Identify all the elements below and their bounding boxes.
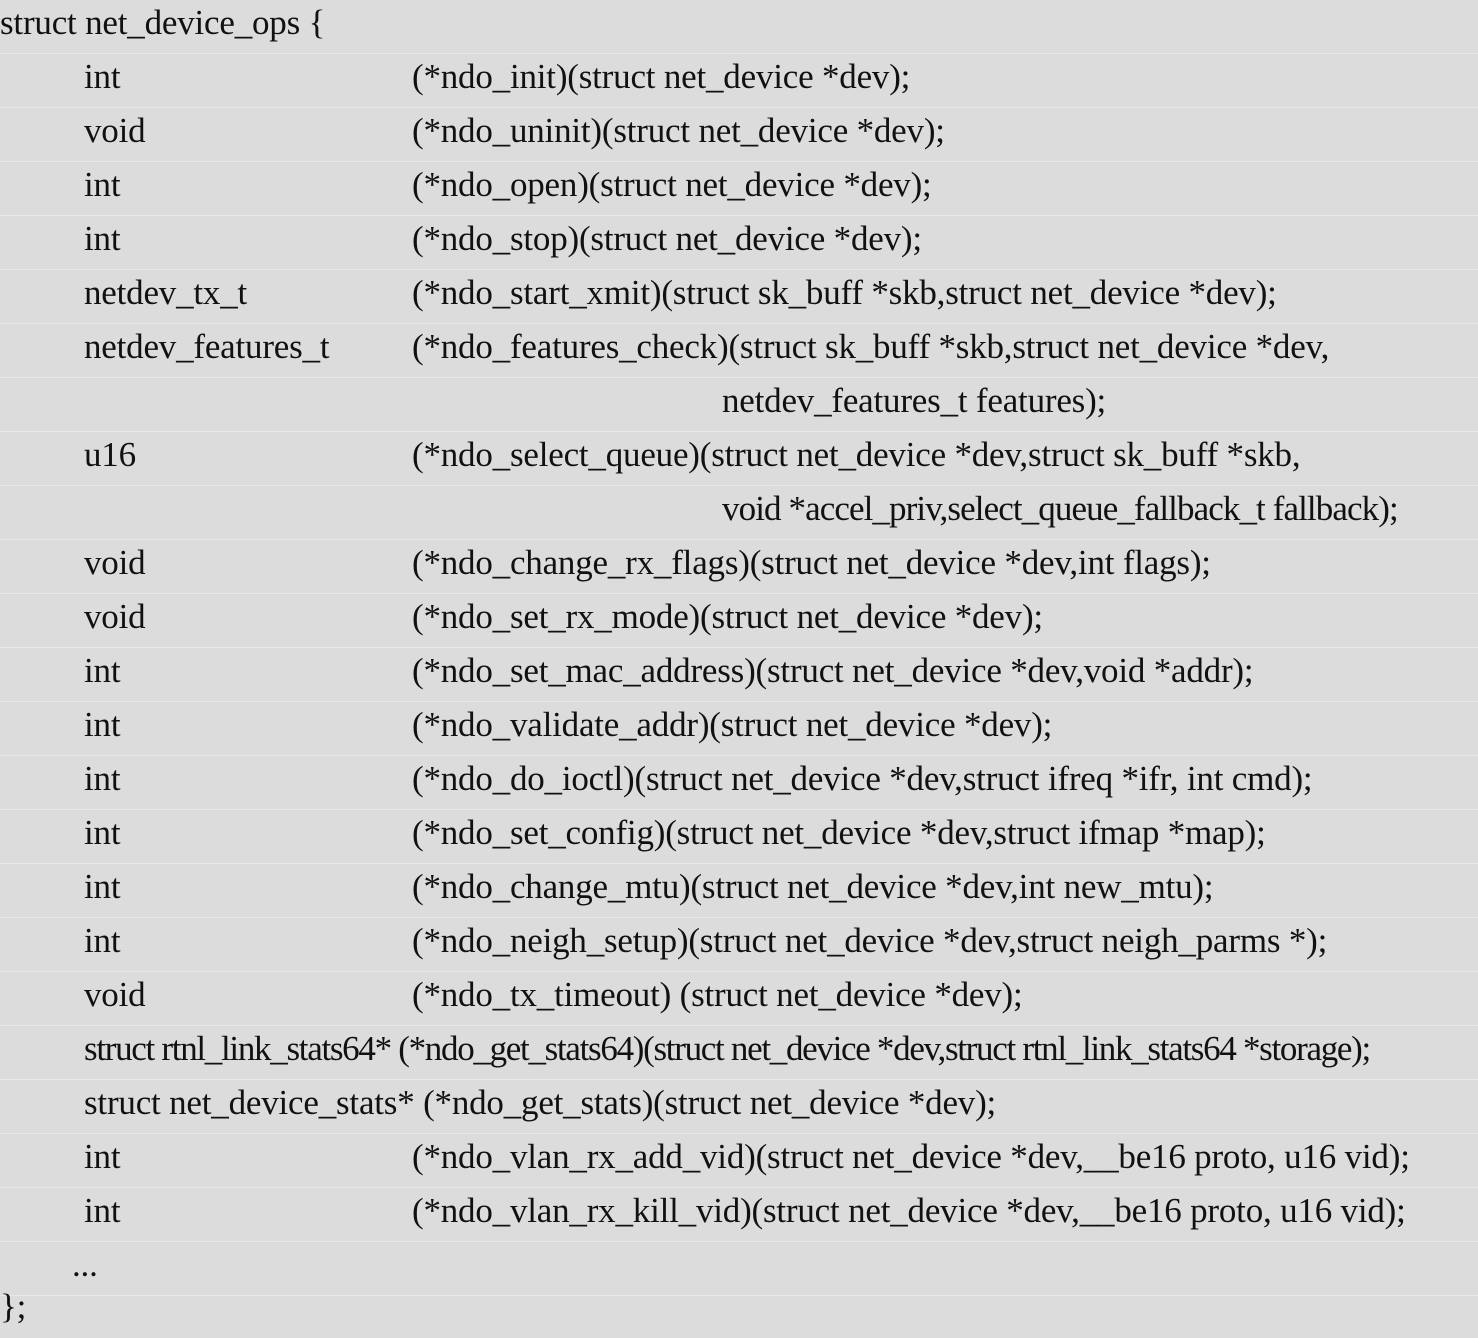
full-member-line [0, 1080, 1478, 1134]
struct-header: struct net_device_ops { [0, 3, 326, 42]
member-type: int [84, 705, 121, 744]
member-full-decl: struct rtnl_link_stats64* (*ndo_get_stats64)(struct net_device *dev,struct rtnl_link_stats64 *storage); [84, 1029, 1370, 1068]
member-line [0, 972, 1478, 1026]
member-line [0, 702, 1478, 756]
struct-header-line [0, 0, 1478, 54]
member-type: int [84, 921, 121, 960]
member-line [0, 162, 1478, 216]
member-decl: (*ndo_change_rx_flags)(struct net_device *dev,int flags); [412, 543, 1211, 582]
member-line [0, 918, 1478, 972]
member-type: int [84, 219, 121, 258]
member-type: void [84, 111, 146, 150]
member-decl: (*ndo_do_ioctl)(struct net_device *dev,struct ifreq *ifr, int cmd); [412, 759, 1313, 798]
member-decl: (*ndo_set_config)(struct net_device *dev,struct ifmap *map); [412, 813, 1266, 852]
ellipsis: ... [72, 1245, 98, 1284]
member-type: int [84, 57, 121, 96]
member-line [0, 432, 1478, 486]
member-type: int [84, 813, 121, 852]
member-type: void [84, 597, 146, 636]
member-type: netdev_tx_t [84, 273, 248, 312]
continuation-line [0, 486, 1478, 540]
member-decl: (*ndo_open)(struct net_device *dev); [412, 165, 932, 204]
struct-footer-line [0, 1280, 1478, 1334]
member-decl: (*ndo_set_mac_address)(struct net_device *dev,void *addr); [412, 651, 1254, 690]
member-full-decl: struct net_device_stats* (*ndo_get_stats)(struct net_device *dev); [84, 1083, 997, 1122]
member-decl: (*ndo_uninit)(struct net_device *dev); [412, 111, 945, 150]
member-decl: (*ndo_set_rx_mode)(struct net_device *dev); [412, 597, 1043, 636]
member-decl: (*ndo_start_xmit)(struct sk_buff *skb,struct net_device *dev); [412, 273, 1277, 312]
member-line [0, 648, 1478, 702]
member-decl: (*ndo_tx_timeout) (struct net_device *dev); [412, 975, 1023, 1014]
member-line [0, 864, 1478, 918]
full-member-line [0, 1026, 1478, 1080]
member-decl: (*ndo_neigh_setup)(struct net_device *dev,struct neigh_parms *); [412, 921, 1328, 960]
member-decl-continuation: void *accel_priv,select_queue_fallback_t fallback); [722, 489, 1398, 528]
member-decl: (*ndo_vlan_rx_kill_vid)(struct net_device *dev,__be16 proto, u16 vid); [412, 1191, 1406, 1230]
member-type: netdev_features_t [84, 327, 330, 366]
member-decl: (*ndo_select_queue)(struct net_device *dev,struct sk_buff *skb, [412, 435, 1301, 474]
member-line [0, 270, 1478, 324]
struct-footer: }; [0, 1287, 27, 1326]
member-type: void [84, 975, 146, 1014]
member-type: int [84, 165, 121, 204]
member-line [0, 540, 1478, 594]
member-line [0, 756, 1478, 810]
member-line [0, 810, 1478, 864]
member-line [0, 324, 1478, 378]
member-line [0, 1188, 1478, 1242]
member-line [0, 108, 1478, 162]
member-type: int [84, 1137, 121, 1176]
member-decl: (*ndo_stop)(struct net_device *dev); [412, 219, 922, 258]
member-decl-continuation: netdev_features_t features); [722, 381, 1107, 420]
member-type: int [84, 651, 121, 690]
member-decl: (*ndo_validate_addr)(struct net_device *dev); [412, 705, 1053, 744]
member-line [0, 1134, 1478, 1188]
member-line [0, 54, 1478, 108]
member-decl: (*ndo_init)(struct net_device *dev); [412, 57, 911, 96]
member-type: int [84, 867, 121, 906]
member-type: u16 [84, 435, 136, 474]
member-decl: (*ndo_vlan_rx_add_vid)(struct net_device *dev,__be16 proto, u16 vid); [412, 1137, 1410, 1176]
member-line [0, 594, 1478, 648]
member-type: void [84, 543, 146, 582]
member-type: int [84, 1191, 121, 1230]
member-line [0, 216, 1478, 270]
member-decl: (*ndo_change_mtu)(struct net_device *dev,int new_mtu); [412, 867, 1214, 906]
member-decl: (*ndo_features_check)(struct sk_buff *skb,struct net_device *dev, [412, 327, 1330, 366]
member-type: int [84, 759, 121, 798]
continuation-line [0, 378, 1478, 432]
